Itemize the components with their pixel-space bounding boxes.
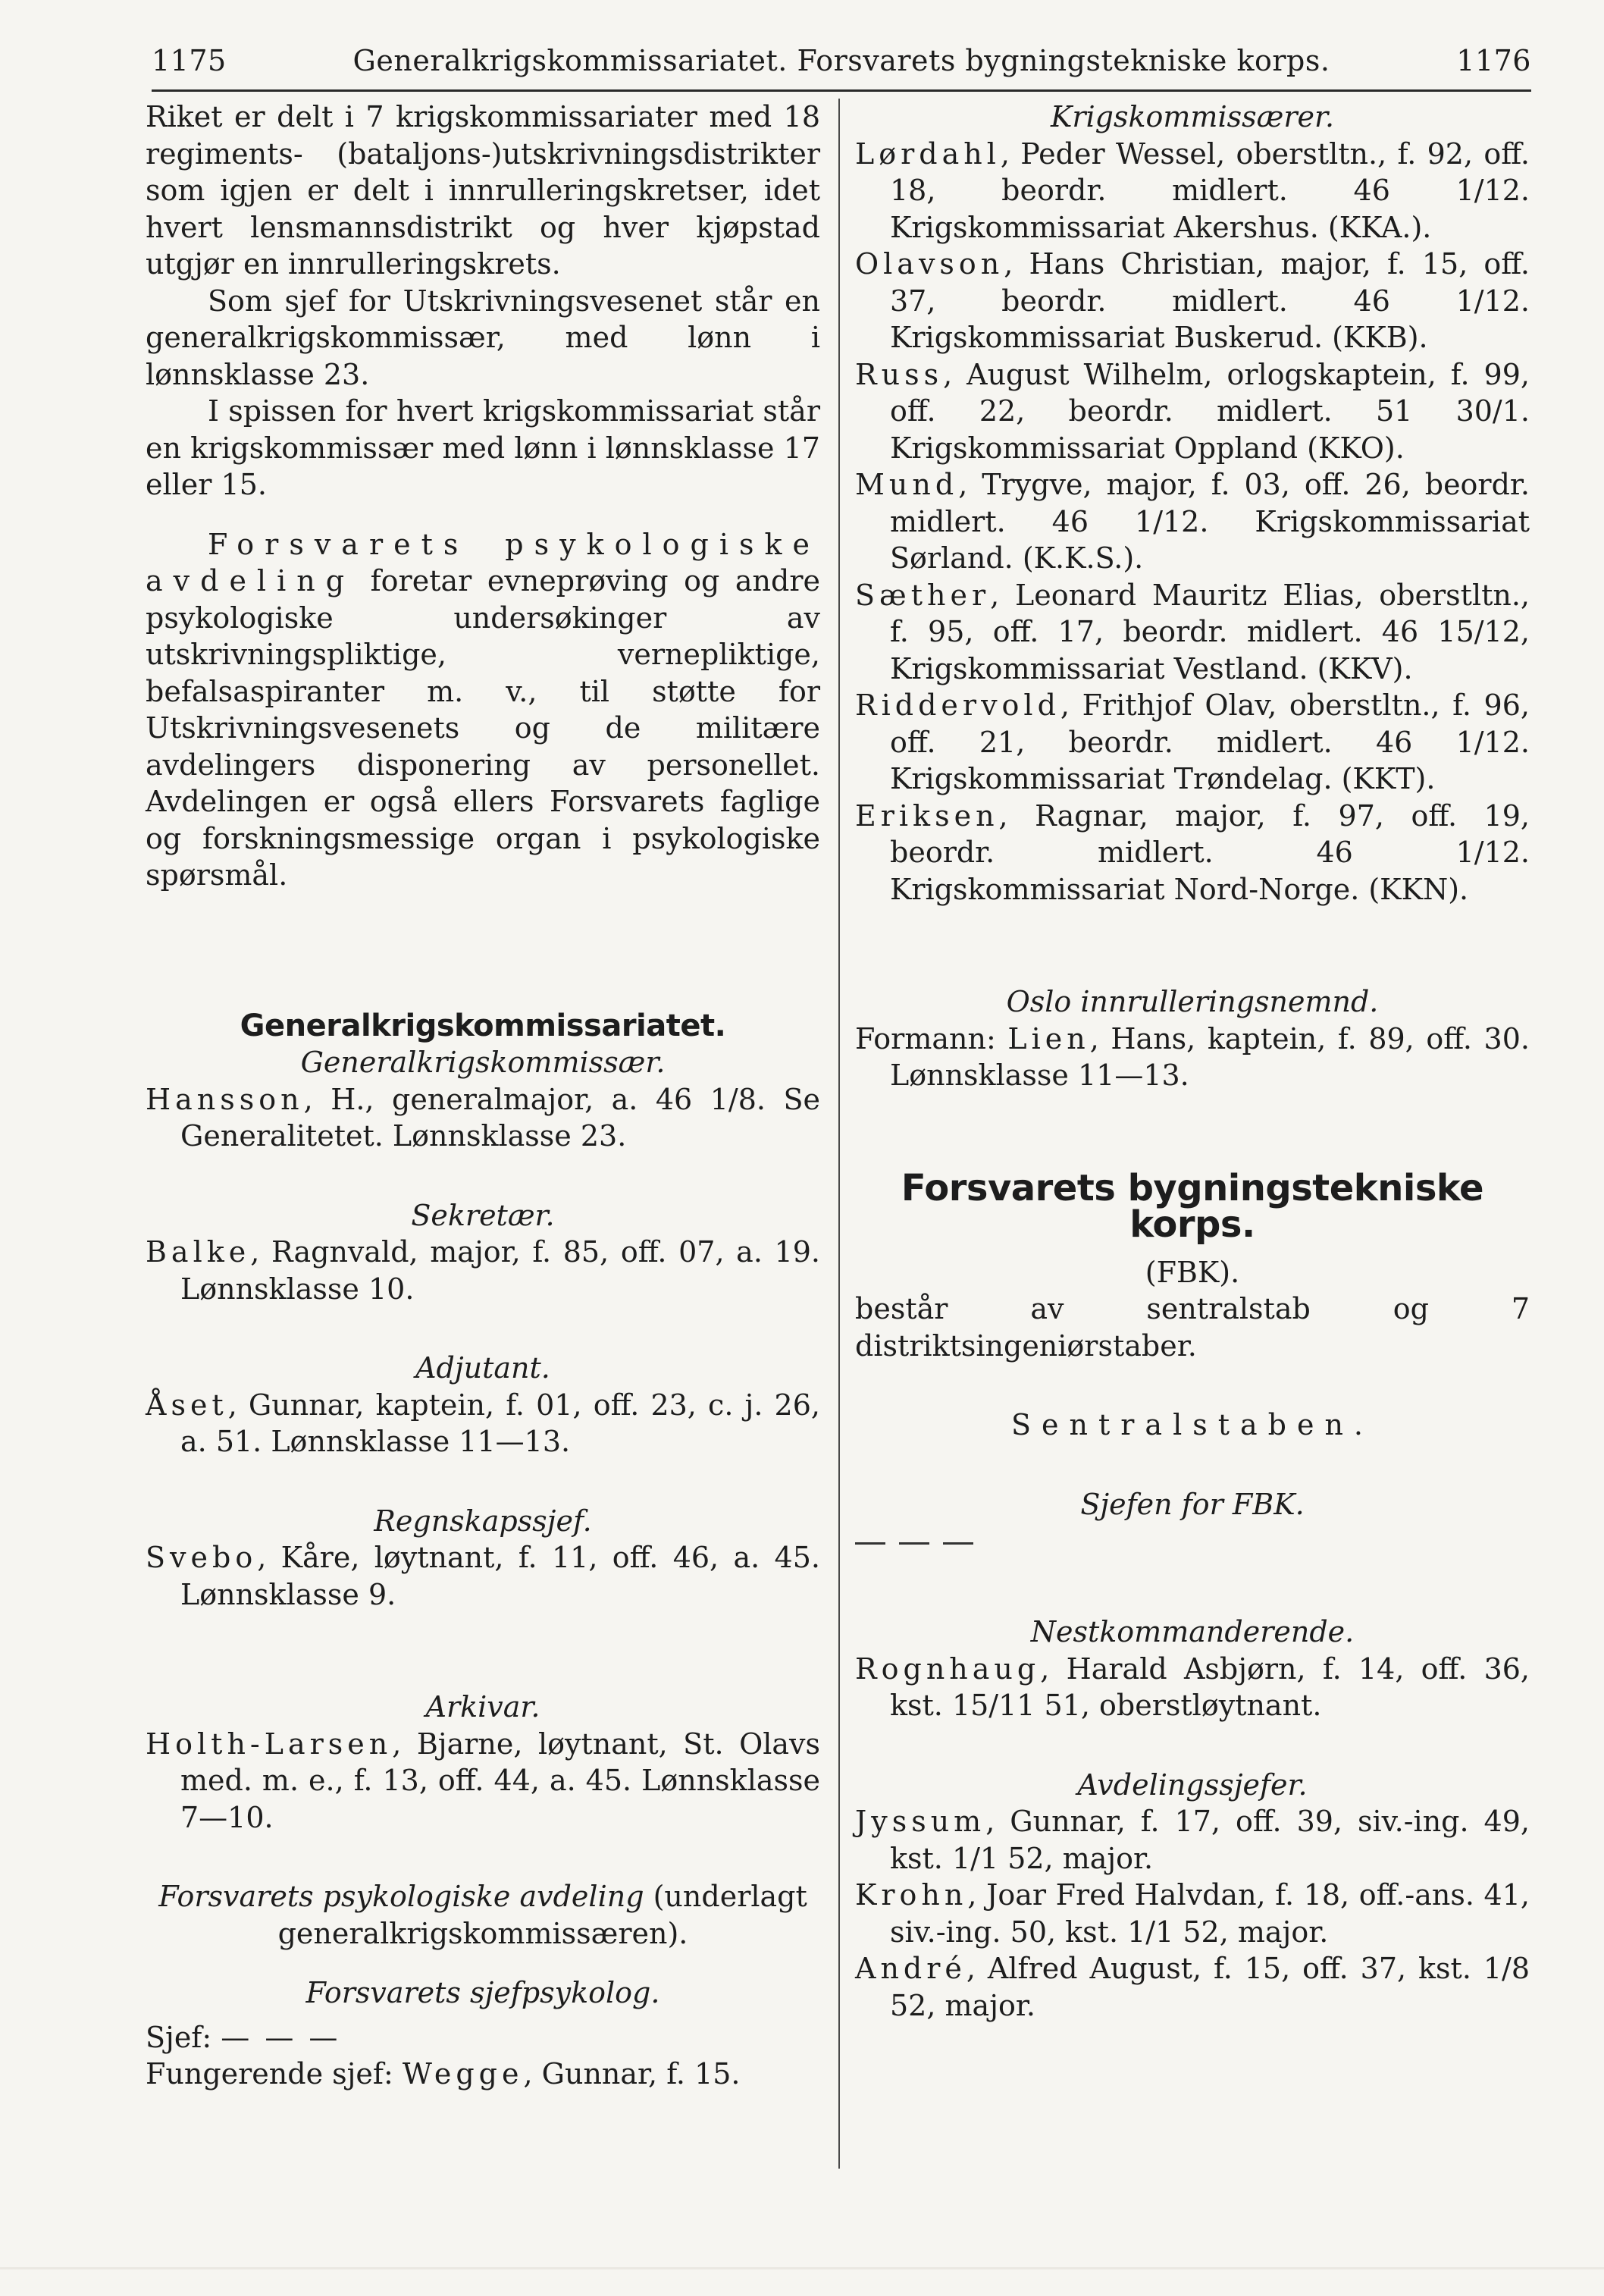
avd-entry-text: , Gunnar, f. 17, off. 39, siv.-ing. 49, kst. 1/1 52, major. xyxy=(890,1805,1530,1875)
oslo-name: Lien xyxy=(1007,1021,1090,1055)
oslo-entry xyxy=(855,1021,1530,1094)
running-header xyxy=(152,39,1531,85)
sjefpsyk-title: Forsvarets sjefpsykolog. xyxy=(305,1976,660,2009)
fbk-title: Forsvarets bygningstekniske korps. xyxy=(901,1166,1484,1246)
fbk-abbr: (FBK). xyxy=(1145,1255,1240,1289)
adj-title: Adjutant. xyxy=(415,1351,550,1385)
regn-text: , Kåre, løytnant, f. 11, off. 46, a. 45. Lønnsklasse 9. xyxy=(180,1541,820,1611)
left-column xyxy=(146,99,820,2093)
kk-title: Krigskommissærer. xyxy=(1050,100,1335,133)
kk-entry-text: , Trygve, major, f. 03, off. 26, beordr. midlert. 46 1/12. Krigskommissariat Sørland. (K.K.S.). xyxy=(890,468,1530,575)
gkk-title: Generalkrigskommissær. xyxy=(300,1046,666,1079)
nest-entry xyxy=(855,1651,1530,1724)
psyk-paragraph xyxy=(146,526,820,894)
kk-entry-name: Olavson xyxy=(855,247,1004,281)
gkk-name: Hansson xyxy=(146,1082,304,1116)
running-title: Generalkrigskommissariatet. Forsvarets bygningstekniske korps. xyxy=(352,44,1330,77)
gkk-entry xyxy=(146,1081,820,1155)
sentral-title: Sentralstaben. xyxy=(1010,1408,1374,1441)
fung-label: Fungerende sjef: xyxy=(146,2057,403,2091)
regn-name: Svebo xyxy=(146,1541,258,1574)
kk-entry-name: Eriksen xyxy=(855,798,999,833)
kk-entry xyxy=(855,466,1530,577)
ark-title: Arkivar. xyxy=(425,1690,540,1724)
sjef-line xyxy=(146,2019,820,2056)
fung-entry xyxy=(146,2056,820,2093)
psyk-name: Forsvarets psykologiske avdeling xyxy=(146,527,820,598)
section-title-gkk: Generalkrigskommissariatet. xyxy=(240,1008,726,1043)
fbk-text: består av sentralstab og 7 distriktsingeniørstaber. xyxy=(855,1292,1530,1363)
kk-entry-name: Sæther xyxy=(855,578,991,612)
kk-entry-text: , Hans Christian, major, f. 15, off. 37, beordr. midlert. 46 1/12. Krigskommissariat Buskerud. (KKB). xyxy=(890,247,1530,354)
kk-entry-name: Russ xyxy=(855,357,944,391)
kk-entry-text: , Leonard Mauritz Elias, oberstltn., f. 95, off. 17, beordr. midlert. 46 15/12, Krigskommissariat Vestland. (KKV). xyxy=(890,578,1530,685)
avd-entry xyxy=(855,1803,1530,1877)
sekr-title: Sekretær. xyxy=(411,1198,555,1232)
sjef-dashes: — — — xyxy=(221,2020,341,2054)
ark-name: Holth-Larsen xyxy=(146,1727,393,1761)
header-rule xyxy=(152,89,1531,92)
avd-entry-name: Krohn xyxy=(855,1878,968,1912)
psyk-avd-ital: Forsvarets psykologiske avdeling xyxy=(158,1880,644,1913)
intro-paragraph-1: Riket er delt i 7 krigskommissariater med 18 regiments- (bataljons-)utskrivningsdistrikter som igjen er delt i innrulleringskretser, idet hvert lensmannsdistrikt og hver kjøpstad utgjør en innrulleringskrets. xyxy=(146,100,820,281)
column-divider xyxy=(838,99,840,2169)
psyk-avd-rest: (underlagt generalkrigskommissæren). xyxy=(277,1880,807,1950)
right-column xyxy=(855,99,1530,2024)
bottom-edge xyxy=(0,2267,1604,2269)
fung-name: Wegge xyxy=(402,2057,524,2091)
nest-text: , Harald Asbjørn, f. 14, off. 36, kst. 15/11 51, oberstløytnant. xyxy=(890,1651,1530,1722)
sekr-name: Balke xyxy=(146,1235,251,1269)
kk-entry-name: Mund xyxy=(855,468,959,501)
kk-entry xyxy=(855,687,1530,798)
oslo-text: , Hans, kaptein, f. 89, off. 30. Lønnsklasse 11—13. xyxy=(890,1021,1530,1092)
psyk-avd-line xyxy=(146,1878,820,1952)
avd-entry xyxy=(855,1950,1530,2024)
sjef-label: Sjef: xyxy=(146,2020,212,2054)
nest-title: Nestkommanderende. xyxy=(1030,1615,1355,1648)
sjefen-title: Sjefen for FBK. xyxy=(1080,1487,1305,1521)
intro-paragraph-2: Som sjef for Utskrivningsvesenet står en generalkrigskommissær, med lønn i lønnsklasse 23. xyxy=(146,284,820,391)
kk-entry xyxy=(855,356,1530,467)
kk-entry xyxy=(855,577,1530,688)
ark-text: , Bjarne, løytnant, St. Olavs med. m. e., f. 13, off. 44, a. 45. Lønnsklasse 7—10. xyxy=(180,1727,820,1834)
fung-text: , Gunnar, f. 15. xyxy=(523,2057,741,2091)
adj-name: Åset xyxy=(146,1388,228,1422)
adj-entry xyxy=(146,1387,820,1460)
avd-entry-name: Jyssum xyxy=(855,1805,986,1838)
kk-entry xyxy=(855,798,1530,908)
regn-entry xyxy=(146,1539,820,1613)
avd-entry-name: André xyxy=(855,1952,966,1985)
avd-list xyxy=(855,1803,1530,2024)
adj-text: , Gunnar, kaptein, f. 01, off. 23, c. j. 26, a. 51. Lønnsklasse 11—13. xyxy=(180,1388,820,1458)
page-number-left: 1175 xyxy=(152,44,227,77)
kk-entry xyxy=(855,246,1530,356)
kk-entry-text: , August Wilhelm, orlogskaptein, f. 99, off. 22, beordr. midlert. 51 30/1. Krigskommissariat Oppland (KKO). xyxy=(890,357,1530,465)
avd-entry xyxy=(855,1877,1530,1950)
sekr-entry xyxy=(146,1234,820,1307)
nest-name: Rognhaug xyxy=(855,1651,1041,1686)
avd-title: Avdelingssjefer. xyxy=(1077,1767,1308,1802)
kk-entry-text: , Ragnar, major, f. 97, off. 19, beordr. midlert. 46 1/12. Krigskommissariat Nord-Norge. (KKN). xyxy=(890,798,1530,906)
ark-entry xyxy=(146,1726,820,1836)
page-number-right: 1176 xyxy=(1456,44,1531,77)
kk-list xyxy=(855,136,1530,908)
avd-entry-text: , Joar Fred Halvdan, f. 18, off.-ans. 41, siv.-ing. 50, kst. 1/1 52, major. xyxy=(890,1878,1530,1949)
kk-entry xyxy=(855,136,1530,246)
oslo-label: Formann: xyxy=(855,1021,1008,1055)
kk-entry-text: , Peder Wessel, oberstltn., f. 92, off. 18, beordr. midlert. 46 1/12. Krigskommissariat Akershus. (KKA.). xyxy=(890,136,1530,244)
gkk-text: , H., generalmajor, a. 46 1/8. Se Generalitetet. Lønnsklasse 23. xyxy=(180,1082,820,1153)
regn-title: Regnskapssjef. xyxy=(374,1504,592,1538)
kk-entry-name: Lørdahl xyxy=(855,136,1001,171)
psyk-text: foretar evneprøving og andre psykologiske undersøkinger av utskrivningspliktige, vernepliktige, befalsaspiranter m. v., til støtte for Utskrivningsvesenets og de militære avdelingers disponering av personellet. Avdelingen er også ellers Forsvarets faglige og forskningsmessige organ i psykologiske spørsmål. xyxy=(146,564,820,892)
intro-paragraph-3: I spissen for hvert krigskommissariat står en krigskommissær med lønn i lønnsklasse 17 eller 15. xyxy=(146,394,820,501)
oslo-title: Oslo innrulleringsnemnd. xyxy=(1006,985,1379,1018)
kk-entry-text: , Frithjof Olav, oberstltn., f. 96, off. 21, beordr. midlert. 46 1/12. Krigskommissariat Trøndelag. (KKT). xyxy=(890,688,1530,795)
sekr-text: , Ragnvald, major, f. 85, off. 07, a. 19. Lønnsklasse 10. xyxy=(180,1235,820,1306)
avd-entry-text: , Alfred August, f. 15, off. 37, kst. 1/8 52, major. xyxy=(890,1952,1530,2022)
kk-entry-name: Riddervold xyxy=(855,688,1060,722)
